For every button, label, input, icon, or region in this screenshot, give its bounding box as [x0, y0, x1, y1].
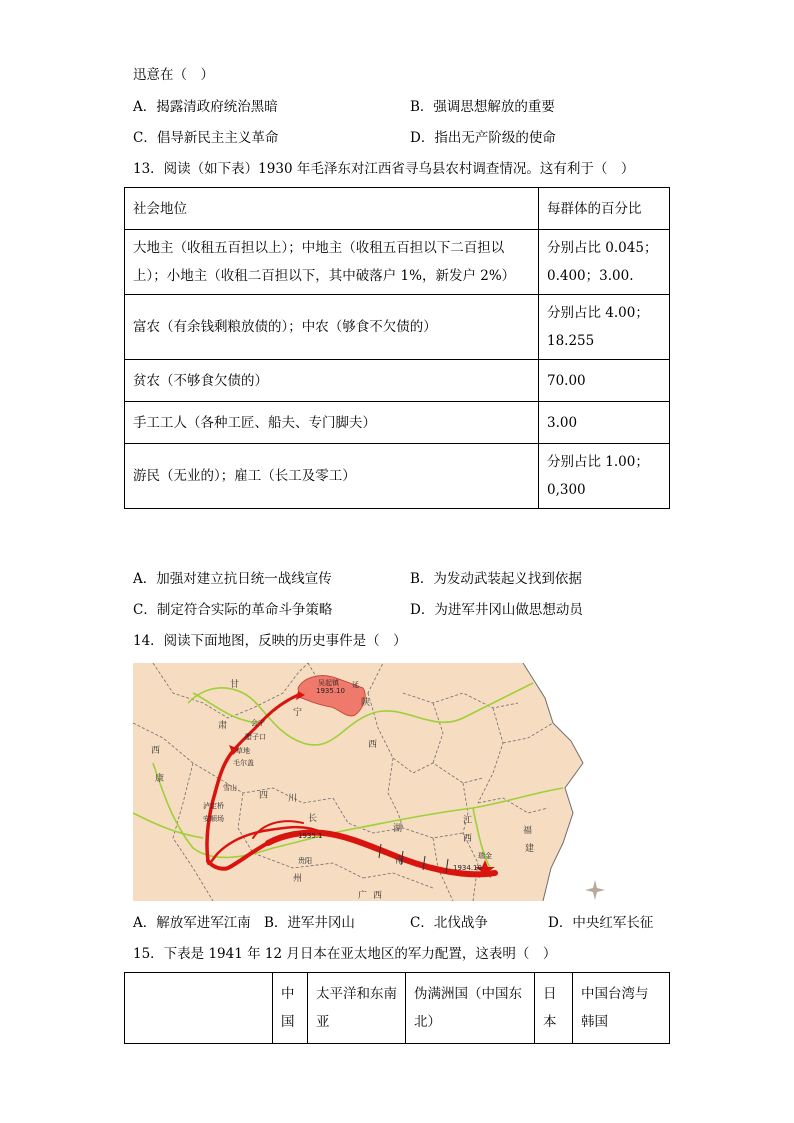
- map-label-chang: 长: [308, 814, 318, 824]
- map-label-guang: 广: [358, 891, 368, 901]
- map-label-shan: 陕: [361, 698, 371, 708]
- q15-table: [124, 972, 670, 1044]
- map-label-huining: 会宁: [251, 719, 265, 727]
- table-cell: 分别占比 0.045；0.400；3.00.: [539, 230, 670, 295]
- map-label-gan: 甘: [230, 680, 240, 690]
- map-label-lazikou: 腊子口: [245, 733, 266, 741]
- q13-option-a[interactable]: A．加强对建立抗日统一战线宣传: [133, 571, 332, 587]
- q12-option-b[interactable]: B．强调思想解放的重要: [410, 99, 555, 115]
- table-cell: 70.00: [539, 360, 670, 402]
- table-row: [125, 230, 670, 295]
- q14-stem: 14．阅读下面地图，反映的历史事件是（ ）: [133, 633, 407, 649]
- q14-option-d[interactable]: D．中央红军长征: [548, 915, 654, 931]
- table-row: [125, 360, 670, 402]
- map-label-fu: 福: [523, 826, 533, 836]
- map-label-xi3: 西: [463, 834, 473, 844]
- map-label-kang: 康: [155, 774, 165, 784]
- map-label-jiang: 江: [463, 816, 473, 826]
- map-label-hu: 湖: [393, 824, 403, 834]
- table-cell: 游民（无业的）；雇工（长工及零工）: [125, 444, 539, 509]
- table-row: [125, 295, 670, 360]
- q14-option-c[interactable]: C．北伐战争: [410, 915, 488, 931]
- map-label-ning: 宁: [293, 708, 303, 718]
- map-label-si: 四: [259, 791, 269, 801]
- compass-icon: [585, 880, 605, 900]
- table-header-cell: 每群体的百分比: [539, 188, 670, 230]
- table-header-cell: 日本: [535, 973, 573, 1044]
- map-label-yan: 延: [352, 681, 359, 689]
- table-cell: 分别占比 4.00；18.255: [539, 295, 670, 360]
- table-header-row: [125, 973, 670, 1044]
- map-label-ludingqiao: 泸定桥: [203, 802, 224, 810]
- map-label-guiyang: 贵阳: [298, 857, 312, 865]
- map-label-chuan: 川: [288, 794, 298, 804]
- table-header-cell: [125, 973, 273, 1044]
- q14-option-b[interactable]: B．进军井冈山: [264, 915, 355, 931]
- q13-option-d[interactable]: D．为进军井冈山做思想动员: [410, 602, 583, 618]
- q12-option-a[interactable]: A．揭露清政府统治黑暗: [133, 99, 278, 115]
- map-label-ruijin: 瑞金: [478, 852, 492, 860]
- q13-option-c[interactable]: C．制定符合实际的革命斗争策略: [133, 602, 333, 618]
- map-land: [133, 663, 610, 901]
- table-cell: 大地主（收租五百担以上）；中地主（收租五百担以下二百担以上）；小地主（收租二百担以下，其中破落户 1%，新发户 2%）: [125, 230, 539, 295]
- map-label-xueshan: 雪山: [223, 784, 237, 792]
- table-header-row: [125, 188, 670, 230]
- map-label-wuqi: 吴起镇: [318, 679, 339, 687]
- table-cell: 3.00: [539, 402, 670, 444]
- q12-option-d[interactable]: D．指出无产阶级的使命: [410, 130, 556, 146]
- table-header-cell: 中国: [273, 973, 308, 1044]
- map-label-anshunchang: 安顺场: [203, 815, 224, 823]
- map-label-ruijin-date: 1934.10: [453, 864, 482, 872]
- map-label-zhou: 州: [293, 874, 303, 884]
- map-label-jian: 建: [525, 844, 535, 854]
- map-label-xi1: 西: [368, 740, 378, 750]
- map-label-xi2: 西: [151, 746, 161, 756]
- q13-stem: 13．阅读（如下表）1930 年毛泽东对江西省寻乌县农村调查情况。这有利于（ ）: [133, 161, 635, 177]
- table-header-cell: 社会地位: [125, 188, 539, 230]
- map-label-su: 肃: [218, 721, 228, 731]
- q12-stem-tail: 迅意在（ ）: [133, 67, 214, 83]
- table-row: [125, 402, 670, 444]
- table-cell: 手工工人（各种工匠、船夫、专门脚夫）: [125, 402, 539, 444]
- map-label-nan: 南: [395, 856, 405, 866]
- map-label-maoergai: 毛尔盖: [233, 759, 254, 767]
- long-march-map: [133, 663, 610, 901]
- table-cell: 富农（有余钱剩粮放债的）；中农（够食不欠债的）: [125, 295, 539, 360]
- q13-option-b[interactable]: B．为发动武装起义找到依据: [410, 571, 582, 587]
- table-cell: 贫农（不够食欠债的）: [125, 360, 539, 402]
- table-header-cell: 太平洋和东南亚: [308, 973, 406, 1044]
- map-label-zunyi-date: 1935.1: [298, 832, 323, 840]
- map-label-caodi: 草地: [236, 747, 250, 755]
- q14-option-a[interactable]: A．解放军进军江南: [133, 915, 251, 931]
- q12-option-c[interactable]: C．倡导新民主主义革命: [133, 130, 279, 146]
- table-row: [125, 444, 670, 509]
- table-cell: 分别占比 1.00；0,300: [539, 444, 670, 509]
- map-label-wuqi-date: 1935.10: [316, 687, 345, 695]
- map-label-xi4: 西: [373, 891, 383, 901]
- q13-table: [124, 187, 670, 509]
- table-header-cell: 伪满洲国（中国东北）: [406, 973, 535, 1044]
- table-header-cell: 中国台湾与韩国: [573, 973, 670, 1044]
- q15-stem: 15．下表是 1941 年 12 月日本在亚太地区的军力配置，这表明（ ）: [133, 946, 557, 962]
